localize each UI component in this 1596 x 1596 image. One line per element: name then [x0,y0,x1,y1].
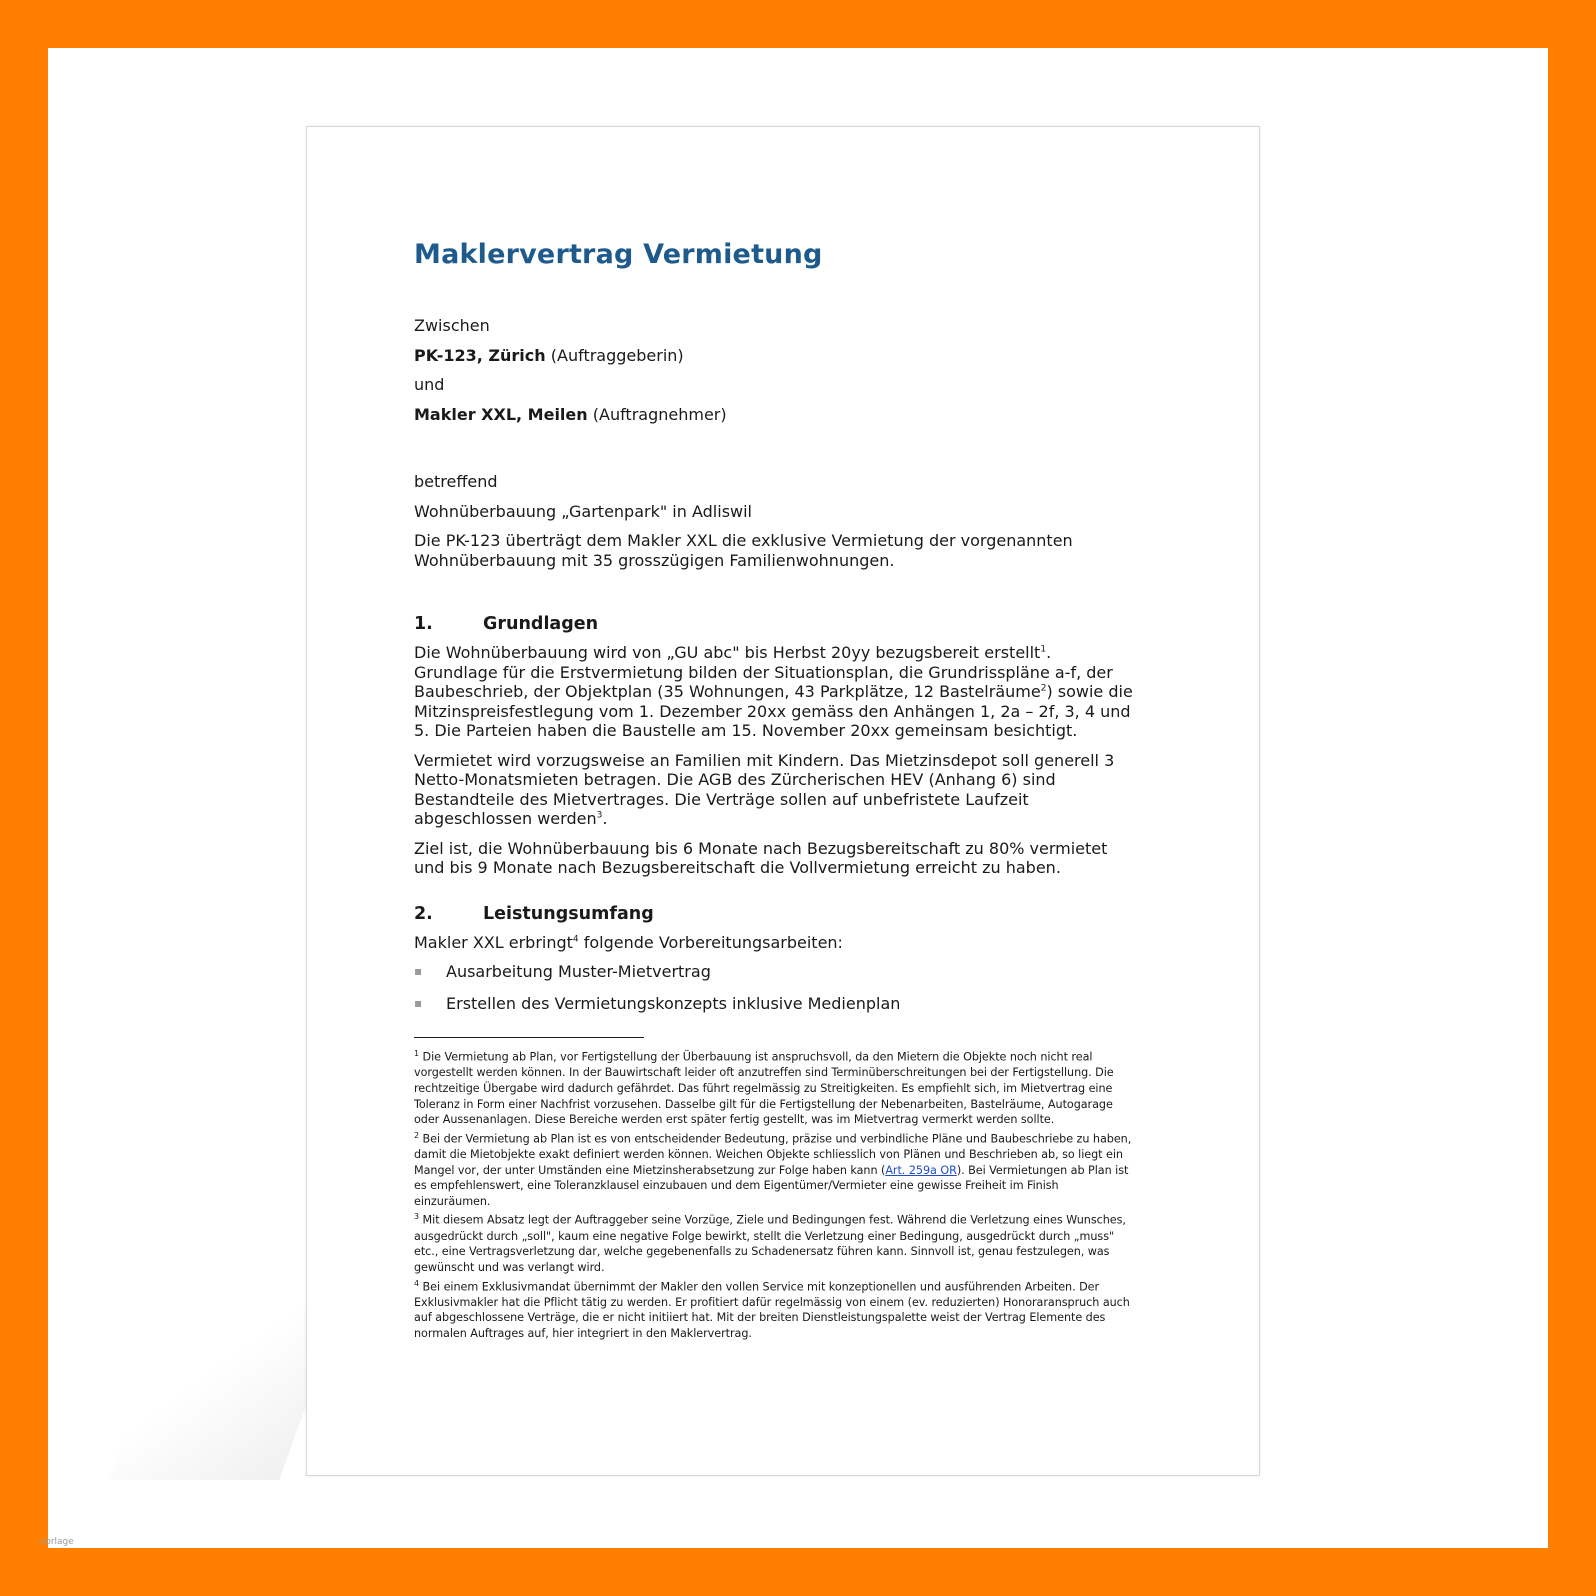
footnote-ref-4[interactable]: 4 [572,934,579,945]
section-1-paragraph-3: Ziel ist, die Wohnüberbauung bis 6 Monate nach Bezugsbereitschaft zu 80% vermietet und bis 9 Monate nach Bezugsbereitschaft die Vollvermietung erreicht zu haben. [414,838,1108,877]
list-item [414,962,1136,982]
list-item [414,994,1136,1014]
document-page [306,126,1260,1476]
party-2-name: Makler XXL, Meilen [414,404,588,424]
watermark: vorlage [40,1537,74,1547]
intro-regarding: betreffend [414,472,498,491]
section-1-paragraph-2: Vermietet wird vorzugsweise an Familien mit Kindern. Das Mietzinsdepot soll generell 3 Netto-Monatsmieten betragen. Die AGB des Zürcherischen HEV (Anhang 6) sind Bestandteile des Mietvertrages. Die Verträge sollen auf unbefristete Laufzeit abgeschlossen werden$^3$. [414,750,1115,828]
party-1-role: (Auftraggeberin) [550,345,684,365]
footnote-2: $^2$ Bei der Vermietung ab Plan ist es von entscheidender Bedeutung, präzise und verbindliche Pläne und Baubeschriebe zu haben, damit die Mietobjekte exakt definiert werden können. Weichen Objekte schliesslich von Plänen und Beschrieben ab, so liegt ein Mangel vor, der unter Umständen eine Mietzinsherabsetzung zur Folge haben kann (Art. 259a OR). Bei Vermietungen ab Plan ist es empfehlenswert, eine Toleranzklausel einzubauen und dem Eigentümer/Vermieter eine gewisse Freiheit im Finish einzuräumen. [414,1130,1132,1208]
bullet-icon: ▪ [414,964,423,978]
footnote-ref-2[interactable]: 2 [1040,683,1047,694]
footnote-1: $^1$ Die Vermietung ab Plan, vor Fertigstellung der Überbauung ist anspruchsvoll, da den Mietern die Objekte noch nicht real vorgestellt werden können. In der Bauwirtschaft leider oft anzutreffen sind Terminüberschreitungen bei der Fertigstellung. Die rechtzeitige Übergabe wird dadurch gefährdet. Das führt regelmässig zu Streitigkeiten. Es empfiehlt sich, im Mietvertrag eine Toleranz in Form einer Nachfrist vorzusehen. Dasselbe gilt für die Fertigstellung der Nebenarbeiten, Bastelräume, Autogarage oder Aussenanlagen. Diese Bereiche werden erst später fertig gestellt, was im Mietvertrag vermerkt werden sollte. [414,1049,1114,1127]
list-item-text: Ausarbeitung Muster-Mietvertrag [446,962,711,981]
section-1-number: 1. [414,614,433,634]
document-content [414,239,1136,1342]
section-2-title: Leistungsumfang [483,903,654,924]
party-1-name: PK-123, Zürich [414,345,546,365]
party-2 [414,405,1136,425]
intro-and: und [414,375,445,394]
intro-between: Zwischen [414,316,490,335]
document-title: Maklervertrag Vermietung [414,239,823,270]
section-2-number: 2. [414,903,433,924]
bullet-icon: ▪ [414,995,423,1010]
list-item-text: Erstellen des Vermietungskonzepts inklusive Medienplan [446,993,901,1013]
section-1-paragraph-1: Die Wohnüberbauung wird von „GU abc" bis Herbst 20yy bezugsbereit erstellt$^1$. Grundlage für die Erstvermietung bilden der Situationsplan, die Grundrisspläne a-f, der Baubeschrieb, der Objektplan (35 Wohnungen, 43 Parkplätze, 12 Bastelräume$^2$) sowie die Mitzinspreisfestlegung vom 1. Dezember 20xx gemäss den Anhängen 1, 2a – 2f, 3, 4 und 5. Die Parteien haben die Baustelle am 15. November 20xx gemeinsam besichtigt. [414,643,1133,740]
footnote-ref-1[interactable]: 1 [1040,644,1047,655]
footnote-separator [414,1037,644,1038]
footnote-3: $^3$ Mit diesem Absatz legt der Auftraggeber seine Vorzüge, Ziele und Bedingungen fest. Während die Verletzung eines Wunsches, ausgedrückt durch „soll", kaum eine negative Folge bewirkt, stellt die Verletzung einer Bedingung, ausgedrückt durch „muss" etc., eine Vertragsverletzung dar, welche gegebenenfalls zu Schadenersatz führen kann. Sinnvoll ist, genau festzulegen, was gewünscht und was verlangt wird. [414,1212,1126,1274]
footnote-ref-3[interactable]: 3 [596,810,603,821]
section-2-heading [414,904,1136,924]
intro-summary: Die PK-123 überträgt dem Makler XXL die exklusive Vermietung der vorgenannten Wohnüberbauung mit 35 grosszügigen Familienwohnungen. [414,531,1073,570]
section-1-title: Grundlagen [483,614,599,634]
party-1 [414,346,1136,366]
footnote-4: $^4$ Bei einem Exklusivmandat übernimmt der Makler den vollen Service mit konzeptionellen und ausführenden Arbeiten. Der Exklusivmakler hat die Pflicht tätig zu werden. Er profitiert dafür regelmässig von einem (ev. reduzierten) Honoraranspruch auch auf abgeschlossene Verträge, die er nicht initiiert hat. Mit der breiten Dienstleistungspalette weist der Vertrag Elemente des normalen Auftrages auf, hier integriert in den Maklervertrag. [414,1278,1130,1341]
section-1-heading [414,614,1136,634]
party-2-role: (Auftragnehmer) [592,404,727,424]
footnotes [414,1046,1136,1342]
law-reference-link[interactable]: Art. 259a OR [885,1163,957,1177]
intro-object: Wohnüberbauung „Gartenpark" in Adliswil [414,501,752,521]
section-2-intro: Makler XXL erbringt$^4$ folgende Vorbereitungsarbeiten: [414,932,843,952]
